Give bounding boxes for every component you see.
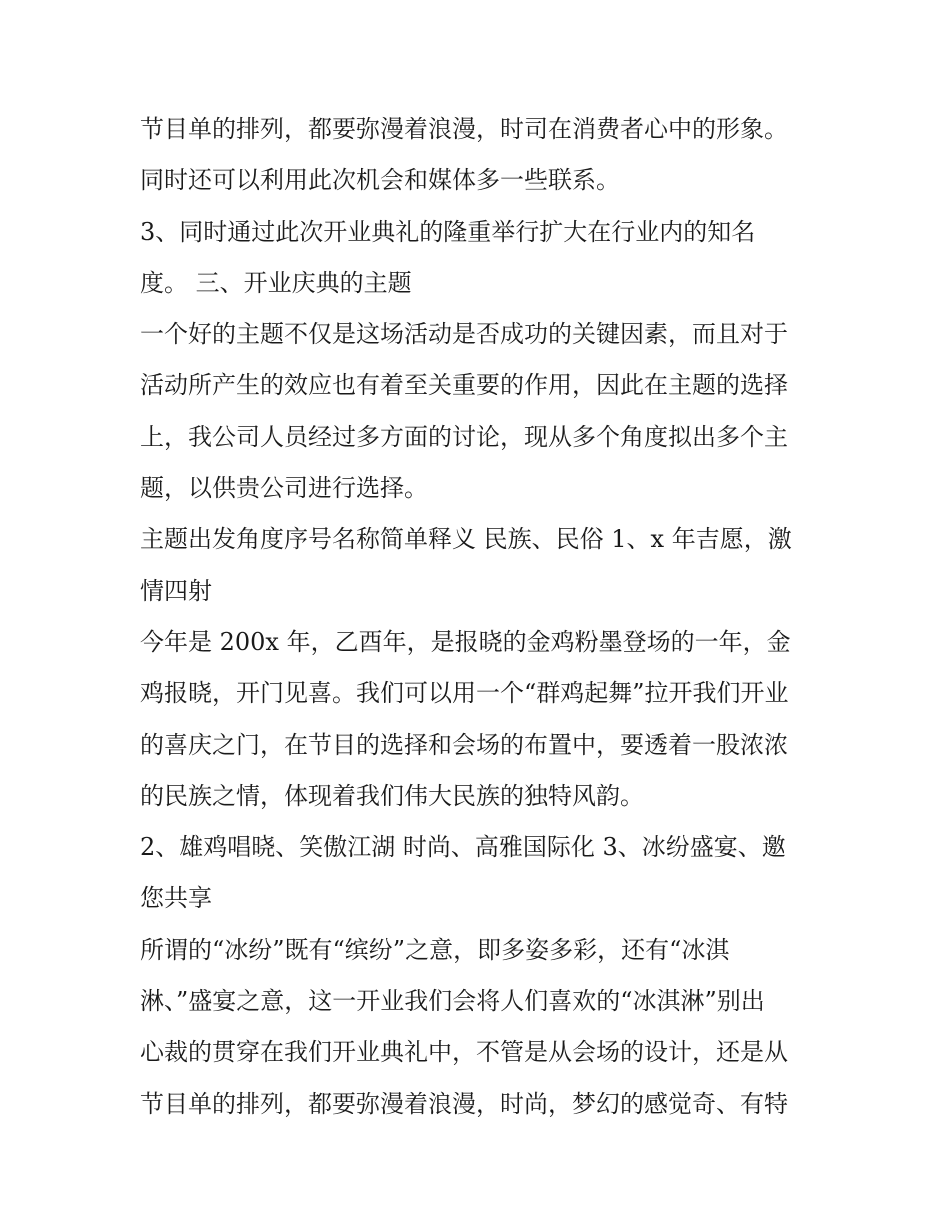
- text-line: 2、雄鸡唱晓、笑傲江湖 时尚、高雅国际化 3、冰纷盛宴、邀: [140, 833, 786, 862]
- text-line: 题，以供贵公司进行选择。: [140, 474, 428, 503]
- text-line: 度。 三、开业庆典的主题: [140, 268, 412, 297]
- text-line: 同时还可以利用此次机会和媒体多一些联系。: [140, 166, 620, 195]
- text-line: 您共享: [140, 884, 212, 913]
- text-line: 的喜庆之门，在节目的选择和会场的布置中，要透着一股浓浓: [140, 730, 788, 759]
- text-line: 心裁的贯穿在我们开业典礼中，不管是从会场的设计，还是从: [140, 1038, 788, 1067]
- text-line: 节目单的排列，都要弥漫着浪漫，时司在消费者心中的形象。: [140, 115, 788, 143]
- text-line: 3、同时通过此次开业典礼的隆重举行扩大在行业内的知名: [140, 217, 756, 246]
- text-line: 活动所产生的效应也有着至关重要的作用，因此在主题的选择: [140, 371, 788, 400]
- text-line: 鸡报晓，开门见喜。我们可以用一个“群鸡起舞”拉开我们开业: [140, 679, 789, 708]
- text-line: 所谓的“冰纷”既有“缤纷”之意，即多姿多彩，还有“冰淇: [140, 935, 730, 964]
- text-line: 上，我公司人员经过多方面的讨论，现从多个角度拟出多个主: [140, 422, 788, 451]
- text-line: 节目单的排列，都要弥漫着浪漫，时尚，梦幻的感觉奇、有特: [140, 1089, 788, 1118]
- text-line: 今年是 200x 年，乙酉年，是报晓的金鸡粉墨登场的一年，金: [140, 627, 791, 656]
- text-line: 主题出发角度序号名称简单释义 民族、民俗 1、x 年吉愿，激: [140, 525, 792, 554]
- text-line: 的民族之情，体现着我们伟大民族的独特风韵。: [140, 781, 644, 810]
- text-line: 一个好的主题不仅是这场活动是否成功的关键因素，而且对于: [140, 320, 788, 349]
- text-line: 淋、”盛宴之意，这一开业我们会将人们喜欢的“冰淇淋”别出: [140, 987, 765, 1016]
- document-body: [140, 104, 830, 1130]
- text-line: 情四射: [140, 576, 212, 605]
